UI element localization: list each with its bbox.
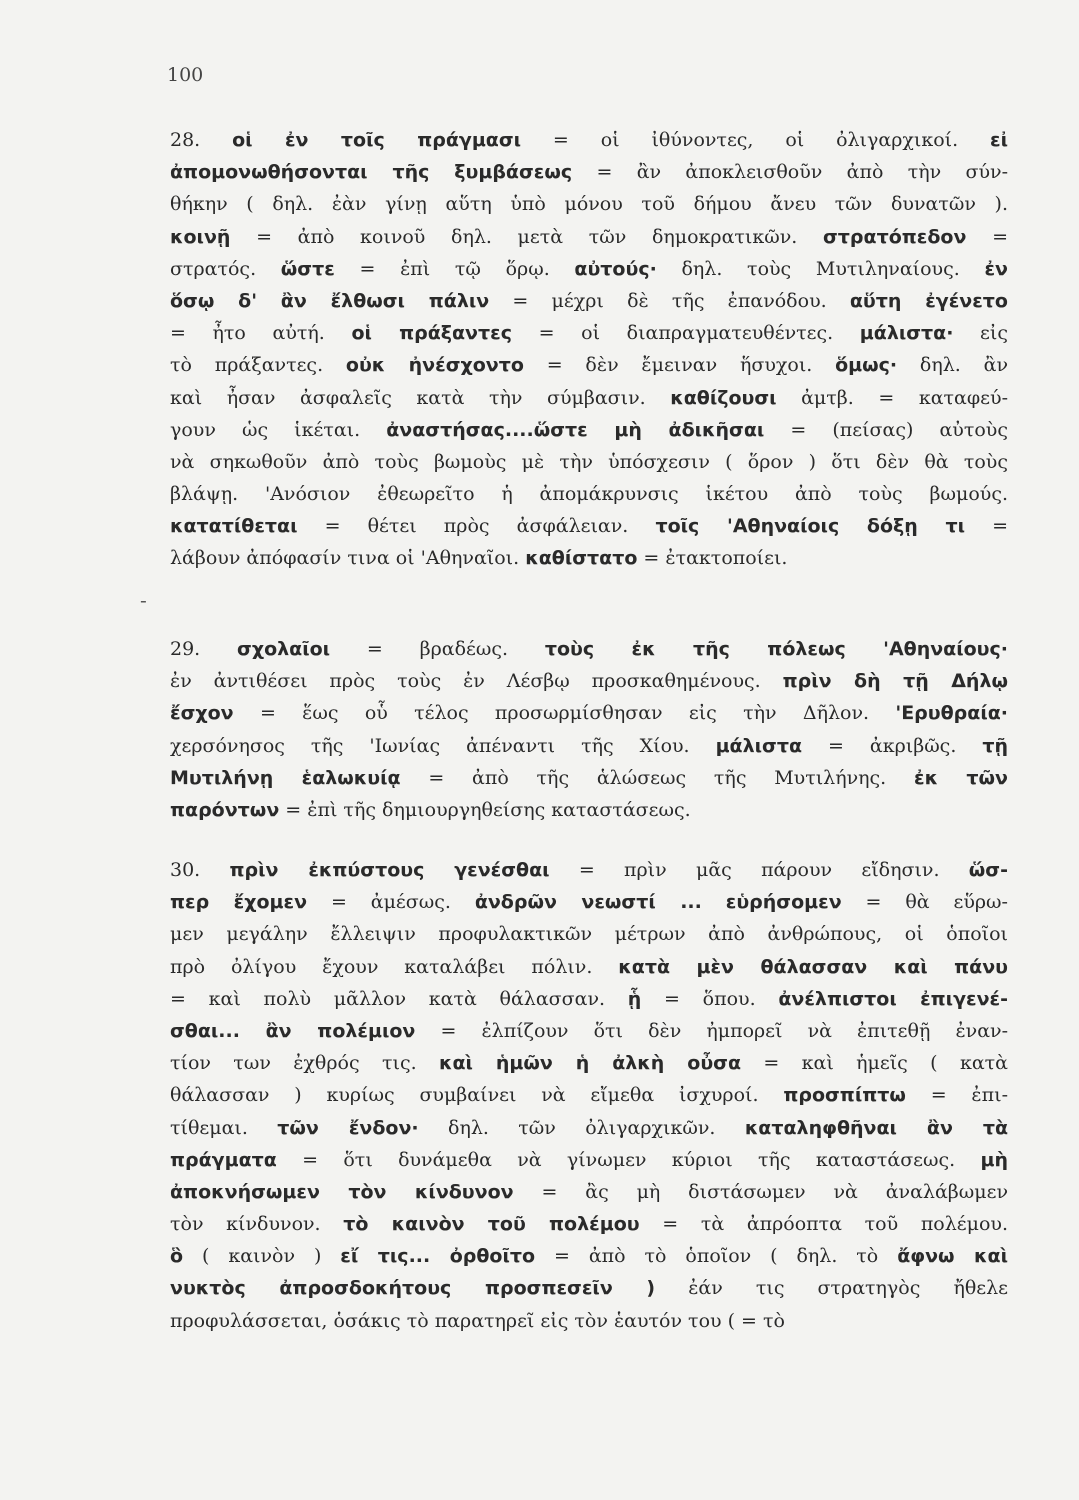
gloss-text: τὸν κίνδυνον. <box>170 1213 344 1236</box>
text-line <box>170 1079 1008 1111</box>
text-line <box>170 382 1008 414</box>
lemma-term: οἱ ἐν τοῖς πράγμασι <box>232 129 522 151</box>
text-line <box>170 762 1008 794</box>
gloss-text: = ἀπὸ τῆς ἁλώσεως τῆς Μυτιλήνης. <box>400 766 914 789</box>
text-line <box>170 1144 1008 1176</box>
lemma-term: καταληφθῆναι ἂν τὰ <box>744 1116 1008 1139</box>
gloss-text: καὶ ἦσαν ἀσφαλεῖς κατὰ τὴν σύμβασιν. <box>170 386 671 409</box>
gloss-text: θάλασσαν ) κυρίως συμβαίνει νὰ εἴμεθα ἰσχυροί. <box>170 1084 784 1107</box>
lemma-term: ἀποκνήσωμεν τὸν κίνδυνον <box>170 1180 514 1203</box>
text-line <box>170 349 1008 381</box>
lemma-term: Μυτιλήνῃ ἑαλωκυίᾳ <box>170 766 401 789</box>
lemma-term: μάλιστα· <box>859 322 954 345</box>
gloss-text: = ἂν ἀποκλεισθοῦν ἀπὸ τὴν σύν- <box>572 161 1008 184</box>
gloss-text: = ἀκριβῶς. <box>802 734 983 757</box>
gloss-text: = οἱ ἰθύνοντες, οἱ ὀλιγαρχικοί. <box>521 129 990 151</box>
gloss-text: = (πείσας) αὐτοὺς <box>764 418 1008 441</box>
lemma-term: εἴ τις... ὀρθοῖτο <box>340 1245 536 1268</box>
gloss-text: = δὲν ἔμειναν ἥσυχοι. <box>523 354 836 377</box>
text-line <box>170 886 1008 918</box>
gloss-text: τὸ πράξαντες. <box>170 354 346 377</box>
gloss-text: εἰς <box>953 322 1008 345</box>
gloss-text: γουν ὡς ἱκέται. <box>170 418 387 441</box>
lemma-term: ὅσῳ δ' ἂν ἔλθωσι πάλιν <box>170 289 490 312</box>
gloss-text: = ἀπὸ κοινοῦ δηλ. μετὰ τῶν δημοκρατικῶν. <box>230 225 823 248</box>
lemma-term: ἀναστήσας....ὥστε μὴ ἀδικῆσαι <box>386 418 765 441</box>
gloss-text: = ἐπὶ τῷ ὅρῳ. <box>334 257 575 280</box>
page-number: 100 <box>167 64 204 86</box>
gloss-text: στρατός. <box>170 257 281 280</box>
gloss-text: = ἐπι- <box>905 1084 1008 1107</box>
text-line <box>170 317 1008 349</box>
gloss-text: = ὅτι δυνάμεθα νὰ γίνωμεν κύριοι τῆς καταστάσεως. <box>276 1148 981 1171</box>
lemma-term: τὸ καινὸν τοῦ πολέμου <box>343 1213 640 1236</box>
gloss-text: νὰ σηκωθοῦν ἀπὸ τοὺς βωμοὺς μὲ τὴν ὑπόσχεσιν ( ὅρον ) ὅτι δὲν θὰ τοὺς <box>170 450 1008 473</box>
lemma-term: ἀνέλπιστοι ἐπιγενέ- <box>778 987 1008 1010</box>
text-line <box>170 1240 1008 1272</box>
text-line <box>170 510 1008 542</box>
gloss-text: = ἀμέσως. <box>307 891 475 914</box>
gloss-text: τίον των ἐχθρός τις. <box>170 1052 439 1075</box>
text-line <box>170 854 1008 886</box>
gloss-text: ἐάν τις στρατηγὸς ἤθελε <box>655 1277 1008 1300</box>
margin-mark: - <box>140 588 147 612</box>
lemma-term: τῇ <box>982 734 1008 757</box>
lemma-term: οἱ πράξαντες <box>351 322 512 345</box>
text-line <box>170 1112 1008 1144</box>
gloss-text: 29. <box>170 638 238 660</box>
lemma-term: ἔσχον <box>170 702 234 725</box>
gloss-text: 30. <box>170 859 230 881</box>
lemma-term: προσπίπτω <box>783 1084 906 1107</box>
gloss-text: = θὰ εὕρω- <box>841 891 1008 914</box>
gloss-text: = ἐτακτοποίει. <box>637 547 788 570</box>
gloss-text: δηλ. ἂν <box>897 354 1008 377</box>
lemma-term: ὃ <box>170 1245 184 1268</box>
text-line <box>170 1208 1008 1240</box>
lemma-term: πρὶν ἐκπύστους γενέσθαι <box>229 859 550 881</box>
lemma-term: καθίστατο <box>525 547 638 570</box>
lemma-term: τοῖς 'Αθηναίοις δόξῃ τι <box>655 515 965 538</box>
gloss-text: = <box>964 515 1008 538</box>
lemma-term: ὥσ- <box>968 859 1008 881</box>
gloss-text: ἐν ἀντιθέσει πρὸς τοὺς ἐν Λέσβῳ προσκαθημένους. <box>170 670 783 693</box>
lemma-term: εἰ <box>990 129 1008 151</box>
gloss-text: = πρὶν μᾶς πάρουν εἴδησιν. <box>549 859 969 881</box>
text-line <box>170 156 1008 188</box>
text-line <box>170 188 1008 220</box>
text-line <box>170 414 1008 446</box>
gloss-text: τίθεμαι. <box>170 1116 278 1139</box>
lemma-term: στρατόπεδον <box>823 225 967 248</box>
gloss-text: = οἱ διαπραγματευθέντες. <box>511 322 860 345</box>
gloss-text: = βραδέως. <box>330 638 545 660</box>
lemma-term: νυκτὸς ἀπροσδοκήτους προσπεσεῖν ) <box>170 1277 656 1300</box>
gloss-text: μεν μεγάλην ἔλλειψιν προφυλακτικῶν μέτρων ἀπὸ ἀνθρώπους, οἱ ὁποῖοι <box>170 923 1008 946</box>
lemma-term: ἀνδρῶν νεωστί ... <box>474 891 702 914</box>
text-line <box>170 542 1008 574</box>
text-line <box>170 1015 1008 1047</box>
gloss-text: ἀμτβ. = καταφεύ- <box>776 386 1008 409</box>
lemma-term: κατατίθεται <box>170 515 298 538</box>
gloss-text: = τὰ ἀπρόοπτα τοῦ πολέμου. <box>639 1213 1008 1236</box>
gloss-text: = ἦτο αὐτή. <box>170 322 352 345</box>
text-line <box>170 633 1008 665</box>
text-line <box>170 478 1008 510</box>
lemma-term: καθίζουσι <box>670 386 777 409</box>
lemma-term: εὑρήσομεν <box>725 891 842 914</box>
gloss-text: = ὅπου. <box>641 987 779 1010</box>
lemma-term: ἀπομονωθήσονται τῆς ξυμβάσεως <box>170 161 573 184</box>
text-line <box>170 1272 1008 1304</box>
lemma-term: περ ἔχομεν <box>170 891 308 914</box>
text-line <box>170 221 1008 253</box>
lemma-term: τῶν ἔνδον· <box>277 1116 419 1139</box>
text-line <box>170 285 1008 317</box>
text-line <box>170 730 1008 762</box>
gloss-text: προφυλάσσεται, ὁσάκις τὸ παρατηρεῖ εἰς τὸν ἑαυτόν του ( = τὸ <box>170 1309 785 1332</box>
text-line <box>170 697 1008 729</box>
gloss-text: πρὸ ὀλίγου ἔχουν καταλάβει πόλιν. <box>170 955 619 978</box>
lemma-term: παρόντων <box>170 798 280 821</box>
lemma-term: πρὶν δὴ τῇ Δήλῳ <box>782 670 1008 693</box>
text-line <box>170 794 1008 826</box>
lemma-term: σχολαῖοι <box>237 638 331 660</box>
gloss-text: 28. <box>170 129 233 151</box>
gloss-text: = θέτει πρὸς ἀσφάλειαν. <box>297 515 656 538</box>
paragraph-30 <box>170 854 1008 1337</box>
lemma-term: μάλιστα <box>715 734 803 757</box>
lemma-term: ᾗ <box>627 987 642 1010</box>
gloss-text: δηλ. τῶν ὀλιγαρχικῶν. <box>418 1116 745 1139</box>
gloss-text: = ἀπὸ τὸ ὁποῖον ( δηλ. τὸ <box>535 1245 898 1268</box>
text-line <box>170 665 1008 697</box>
gloss-text: λάβουν ἀπόφασίν τινα οἱ 'Αθηναῖοι. <box>170 547 526 570</box>
text-line <box>170 951 1008 983</box>
lemma-term: σθαι... ἂν πολέμιον <box>170 1019 416 1042</box>
paragraph-28 <box>170 124 1008 575</box>
gloss-text: = ἐπὶ τῆς δημιουργηθείσης καταστάσεως. <box>279 798 691 821</box>
text-line <box>170 446 1008 478</box>
gloss-text: = <box>966 225 1008 248</box>
gloss-text <box>702 891 726 913</box>
lemma-term: κατὰ μὲν θάλασσαν καὶ πάνυ <box>618 955 1008 978</box>
text-line <box>170 1305 1008 1337</box>
lemma-term: ἐν <box>984 257 1008 280</box>
lemma-term: ἄφνω καὶ <box>897 1245 1008 1268</box>
lemma-term: τοὺς ἐκ τῆς πόλεως 'Αθηναίους· <box>544 638 1008 660</box>
gloss-text: = καὶ πολὺ μᾶλλον κατὰ θάλασσαν. <box>170 987 628 1010</box>
lemma-term: κοινῇ <box>170 225 231 248</box>
gloss-text: = ἐλπίζουν ὅτι δὲν ἠμπορεῖ νὰ ἐπιτεθῇ ἐναν- <box>415 1019 1008 1042</box>
lemma-term: ὥστε <box>280 257 335 280</box>
gloss-text: θήκην ( δηλ. ἐὰν γίνῃ αὕτη ὑπὸ μόνου τοῦ δήμου ἄνευ τῶν δυνατῶν ). <box>170 193 1008 216</box>
lemma-term: αὐτούς· <box>574 257 657 280</box>
gloss-text: χερσόνησος τῆς 'Ιωνίας ἀπέναντι τῆς Χίου. <box>170 734 716 757</box>
gloss-text: = ἕως οὗ τέλος προσωρμίσθησαν εἰς τὴν Δῆλον. <box>233 702 896 725</box>
lemma-term: πράγματα <box>170 1148 277 1171</box>
gloss-text: = καὶ ἡμεῖς ( κατὰ <box>741 1052 1008 1075</box>
text-line <box>170 1176 1008 1208</box>
lemma-term: 'Ερυθραία· <box>895 702 1008 725</box>
gloss-text: ( καινὸν ) <box>183 1245 341 1268</box>
text-line <box>170 983 1008 1015</box>
paragraph-29 <box>170 633 1008 826</box>
lemma-term: ὅμως· <box>835 354 898 377</box>
lemma-term: ἐκ τῶν <box>914 766 1008 789</box>
gloss-text: = ἂς μὴ διστάσωμεν νὰ ἀναλάβωμεν <box>513 1180 1008 1203</box>
lemma-term: οὐκ ἠνέσχοντο <box>345 354 524 377</box>
gloss-text: δηλ. τοὺς Μυτιληναίους. <box>656 257 985 280</box>
text-line <box>170 253 1008 285</box>
lemma-term: μὴ <box>980 1148 1008 1171</box>
text-line <box>170 1047 1008 1079</box>
gloss-text: βλάψῃ. 'Ανόσιον ἐθεωρεῖτο ἡ ἀπομάκρυνσις ἱκέτου ἀπὸ τοὺς βωμούς. <box>170 483 1008 506</box>
lemma-term: καὶ ἡμῶν ἡ ἀλκὴ οὖσα <box>438 1052 741 1075</box>
text-line <box>170 124 1008 156</box>
lemma-term: αὕτη ἐγένετο <box>849 289 1008 312</box>
gloss-text: = μέχρι δὲ τῆς ἐπανόδου. <box>489 289 850 312</box>
text-line <box>170 918 1008 950</box>
